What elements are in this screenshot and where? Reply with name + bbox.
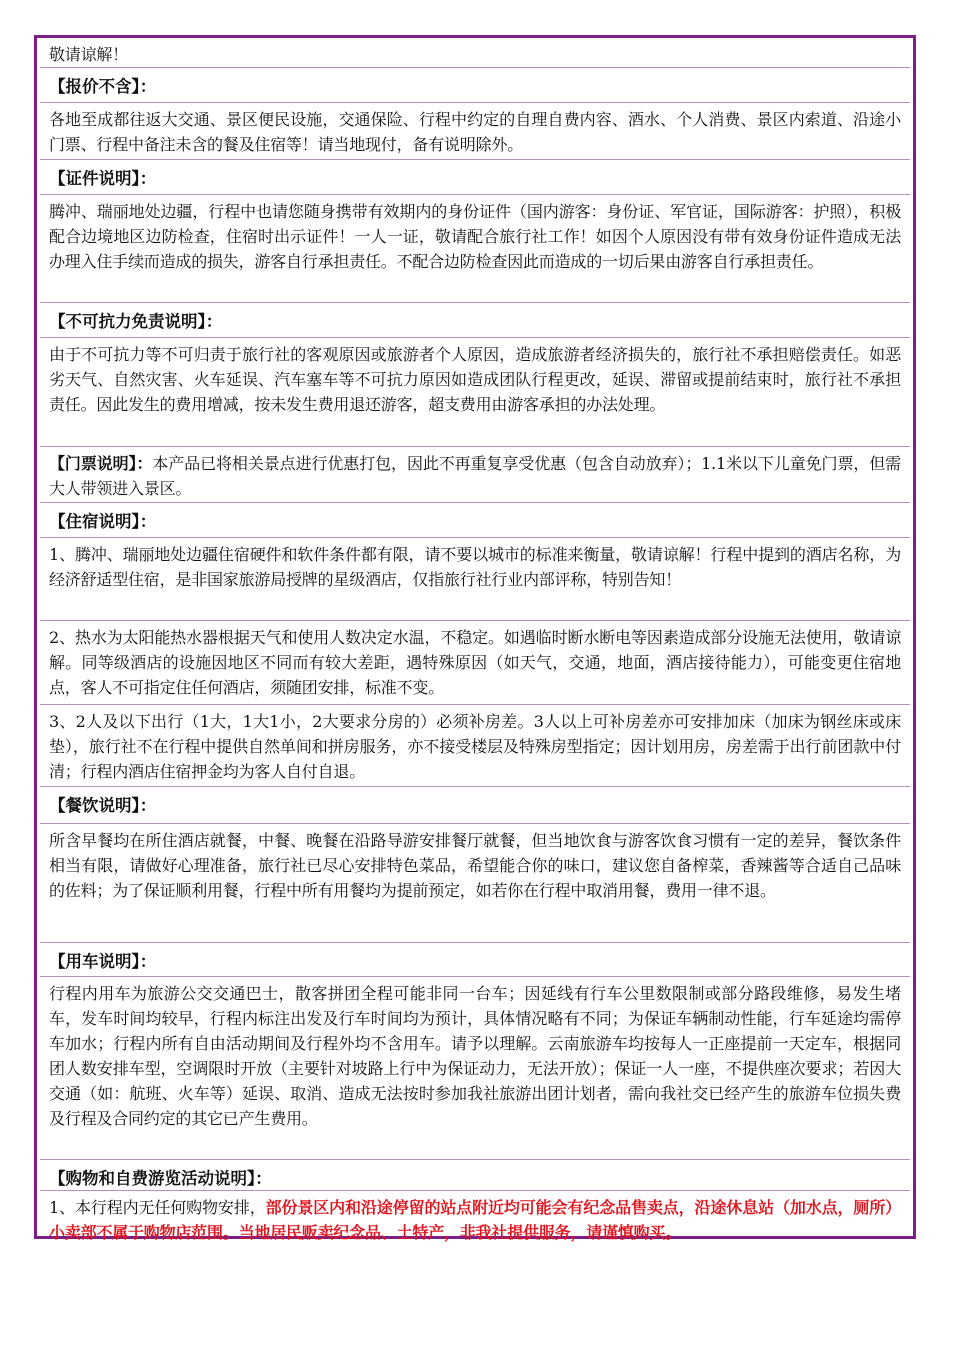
force-majeure-body-row [40,338,910,447]
lodging-item-2-row [40,621,910,705]
notice-table [34,35,916,1242]
id-body: 腾冲、瑞丽地处边疆，行程中也请您随身携带有效期内的身份证件（国内游客：身份证、军官证，国际游客：护照），积极配合边境地区边防检查，住宿时出示证件！一人一证，敬请配合旅行社工作！如因个人原因没有带有效身份证件造成无法办理入住手续而造成的损失，游客自行承担责任。不配合边防检查因此而造成的一切后果由游客自行承担责任。 [49,202,901,271]
lodging-item-3: 3、2人及以下出行（1大，1大1小，2大要求分房的）必须补房差。3人以上可补房差亦可安排加床（加床为钢丝床或床垫），旅行社不在行程中提供自然单间和拼房服务，亦不接受楼层及特殊房型指定；因计划用房，房差需于出行前团款中付清；行程内酒店住宿押金均为客人自付自退。 [49,712,901,781]
shopping-heading: 【购物和自费游览活动说明】： [49,1169,272,1188]
lodging-heading: 【住宿说明】： [49,512,157,531]
vehicle-body: 行程内用车为旅游公交交通巴士，散客拼团全程可能非同一台车；因延线有行车公里数限制或部分路段维修，易发生堵车，发车时间均较早，行程内标注出发及行车时间均为预计，具体情况略有不同；为保证车辆制动性能，行车延途均需停车加水；行程内所有自由活动期间及行程外均不含用车。请予以理解。云南旅游车均按每人一正座提前一天定车，根据同团人数安排车型，空调限时开放（主要针对坡路上行中为保证动力，无法开放）；保证一人一座，不提供座次要求；若因大交通（如：航班、火车等）延误、取消、造成无法按时参加我社旅游出团计划者，需向我社交已经产生的旅游车位损失费及行程及合同约定的其它已产生费用。 [49,984,901,1128]
lodging-heading-row [40,503,910,538]
shopping-warning: 部份景区内和沿途停留的站点附近均可能会有纪念品售卖点，沿途休息站（加水点，厕所）小卖部不属于购物店范围。当地居民贩卖纪念品、土特产，非我社提供服务，请谨慎购买。 [49,1198,901,1242]
id-body-row [40,195,910,303]
price-excluded-heading: 【报价不含】： [49,77,157,96]
ticket-body: 本产品已将相关景点进行优惠打包，因此不再重复享受优惠（包含自动放弃）；1.1米以下儿童免门票，但需大人带领进入景区。 [49,454,901,498]
shopping-body-row [40,1191,910,1242]
meals-body: 所含早餐均在所住酒店就餐，中餐、晚餐在沿路导游安排餐厅就餐，但当地饮食与游客饮食习惯有一定的差异，餐饮条件相当有限，请做好心理准备，旅行社已尽心安排特色菜品，希望能合你的味口，建议您自备榨菜，香辣酱等合适自己品味的佐料；为了保证顺利用餐，行程中所有用餐均为提前预定，如若你在行程中取消用餐，费用一律不退。 [49,831,901,900]
lodging-item-1: 1、腾冲、瑞丽地处边疆住宿硬件和软件条件都有限，请不要以城市的标准来衡量，敬请谅解！行程中提到的酒店名称，为经济舒适型住宿，是非国家旅游局授牌的星级酒店，仅指旅行社行业内部评称，特别告知！ [49,545,901,589]
vehicle-body-row [40,977,910,1160]
id-heading-row [40,160,910,195]
price-excluded-body-row [40,103,910,160]
lodging-item-3-row [40,705,910,787]
meals-body-row [40,824,910,943]
ticket-label: 【门票说明】： [49,454,153,473]
meals-heading: 【餐饮说明】： [49,796,157,815]
price-excluded-body: 各地至成都往返大交通、景区便民设施，交通保险、行程中约定的自理自费内容、酒水、个人消费、景区内索道、沿途小门票、行程中备注未含的餐及住宿等！请当地现付，备有说明除外。 [49,110,901,154]
price-excluded-heading-row [40,68,910,103]
shopping-heading-row [40,1160,910,1191]
force-majeure-body: 由于不可抗力等不可归责于旅行社的客观原因或旅游者个人原因，造成旅游者经济损失的，旅行社不承担赔偿责任。如恶劣天气、自然灾害、火车延误、汽车塞车等不可抗力原因如造成团队行程更改，延误、滞留或提前结束时，旅行社不承担责任。因此发生的费用增减，按未发生费用退还游客，超支费用由游客承担的办法处理。 [49,345,901,414]
meals-heading-row [40,787,910,824]
vehicle-heading-row [40,943,910,977]
lodging-item-2: 2、热水为太阳能热水器根据天气和使用人数决定水温，不稳定。如遇临时断水断电等因素造成部分设施无法使用，敬请谅解。同等级酒店的设施因地区不同而有较大差距，遇特殊原因（如天气，交通，地面，酒店接待能力），可能变更住宿地点，客人不可指定住任何酒店，须随团安排，标准不变。 [49,628,901,697]
ticket-row [40,447,910,503]
intro-row [40,38,910,68]
lodging-item-1-row [40,538,910,621]
intro-text: 敬请谅解！ [49,45,129,64]
shopping-body-plain: 1、本行程内无任何购物安排， [49,1198,266,1217]
vehicle-heading: 【用车说明】： [49,952,157,971]
force-majeure-heading: 【不可抗力免责说明】： [49,312,223,331]
force-majeure-heading-row [40,303,910,338]
id-heading: 【证件说明】： [49,169,157,188]
